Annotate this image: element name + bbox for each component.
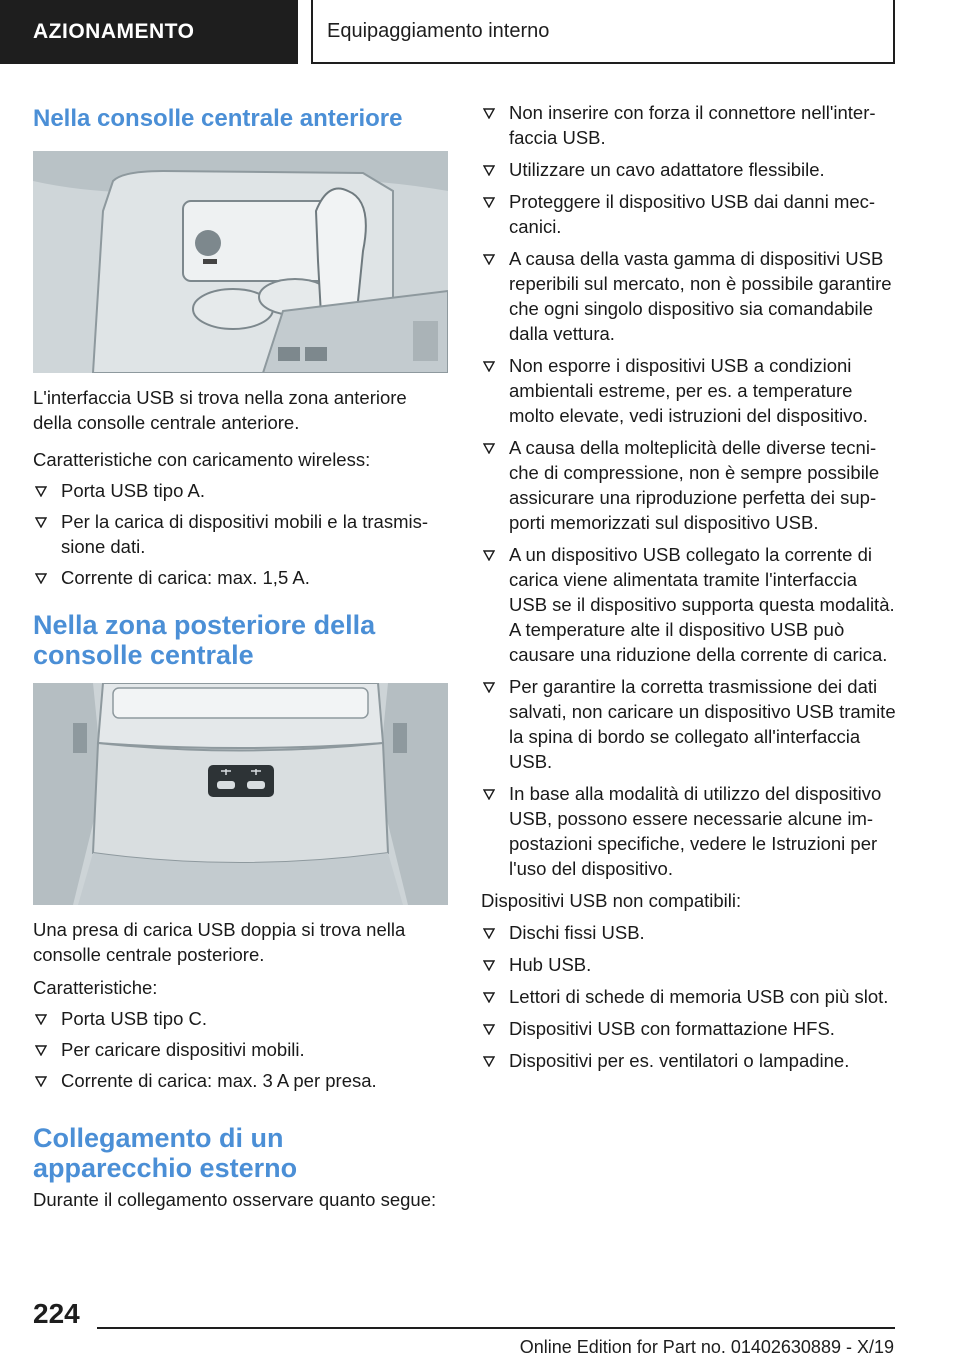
list-item: Proteggere il dispositivo USB dai danni meccanici. bbox=[481, 189, 897, 239]
triangle-bullet-icon bbox=[33, 1068, 49, 1093]
list-item: Corrente di carica: max. 3 A per presa. bbox=[33, 1068, 449, 1093]
triangle-bullet-icon bbox=[33, 509, 49, 534]
triangle-bullet-icon bbox=[481, 1016, 497, 1041]
triangle-bullet-icon bbox=[481, 353, 497, 378]
triangle-bullet-icon bbox=[481, 542, 497, 567]
page-header bbox=[0, 0, 960, 66]
list-item: Non inserire con forza il connettore nell'interfaccia USB. bbox=[481, 100, 897, 150]
list-item: Dischi fissi USB. bbox=[481, 920, 897, 945]
chapter-tab: Equipaggiamento interno bbox=[311, 0, 895, 64]
triangle-bullet-icon bbox=[33, 565, 49, 590]
connection-notes-list bbox=[481, 100, 897, 881]
triangle-bullet-icon bbox=[33, 478, 49, 503]
external-device-heading: Collegamento di un apparecchio esterno bbox=[33, 1123, 298, 1183]
rear-features-intro: Caratteristiche: bbox=[33, 977, 158, 998]
list-item: Non esporre i dispositivi USB a condizioni ambientali estreme, per es. a temperature molto elevate, vedi istruzioni del dispositivo. bbox=[481, 353, 897, 428]
list-item: Corrente di carica: max. 1,5 A. bbox=[33, 565, 449, 590]
triangle-bullet-icon bbox=[481, 1048, 497, 1073]
front-console-illustration bbox=[33, 151, 448, 373]
list-item: Dispositivi USB con formattazione HFS. bbox=[481, 1016, 897, 1041]
page-number: 224 bbox=[33, 1298, 80, 1329]
rear-console-caption: Una presa di carica USB doppia si trova nella consolle centrale posteriore. bbox=[33, 919, 406, 965]
list-item: A causa della molteplicità delle diverse tecniche di compressione, non è sempre possibile assicurare una riproduzione perfetta dei supporti memorizzati sul dispositivo USB. bbox=[481, 435, 897, 535]
triangle-bullet-icon bbox=[481, 157, 497, 182]
right-column bbox=[481, 100, 897, 1073]
triangle-bullet-icon bbox=[481, 189, 497, 214]
list-item: Lettori di schede di memoria USB con più slot. bbox=[481, 984, 897, 1009]
triangle-bullet-icon bbox=[481, 984, 497, 1009]
rear-console-illustration bbox=[33, 683, 448, 905]
rear-console-heading: Nella zona posteriore della consolle centrale bbox=[33, 610, 376, 670]
triangle-bullet-icon bbox=[481, 246, 497, 271]
incompatible-devices-list bbox=[481, 920, 897, 1073]
list-item: Dispositivi per es. ventilatori o lampadine. bbox=[481, 1048, 897, 1073]
footer-divider bbox=[97, 1327, 895, 1329]
list-item: Per garantire la corretta trasmissione dei dati salvati, non caricare un dispositivo USB tramite la spina di bordo se collegato all'interfaccia USB. bbox=[481, 674, 897, 774]
left-column bbox=[33, 100, 449, 1212]
front-console-caption: L'interfaccia USB si trova nella zona anteriore della consolle centrale anteriore. bbox=[33, 387, 407, 433]
front-features-list bbox=[33, 478, 449, 590]
triangle-bullet-icon bbox=[481, 100, 497, 125]
triangle-bullet-icon bbox=[481, 674, 497, 699]
rear-console-image bbox=[33, 683, 448, 905]
triangle-bullet-icon bbox=[33, 1006, 49, 1031]
list-item: A un dispositivo USB collegato la corrente di carica viene alimentata tramite l'interfaccia USB se il dispositivo supporta questa modalità. A temperature alte il dispositivo USB può causare una riduzione della corrente di carica. bbox=[481, 542, 897, 667]
list-item: Per caricare dispositivi mobili. bbox=[33, 1037, 449, 1062]
external-device-text: Durante il collegamento osservare quanto segue: bbox=[33, 1189, 437, 1210]
section-tab: AZIONAMENTO bbox=[0, 0, 298, 64]
list-item: Per la carica di dispositivi mobili e la trasmissione dati. bbox=[33, 509, 449, 559]
front-console-image bbox=[33, 151, 448, 373]
list-item: Hub USB. bbox=[481, 952, 897, 977]
triangle-bullet-icon bbox=[33, 1037, 49, 1062]
incompatible-devices-intro: Dispositivi USB non compatibili: bbox=[481, 890, 742, 911]
triangle-bullet-icon bbox=[481, 435, 497, 460]
triangle-bullet-icon bbox=[481, 781, 497, 806]
triangle-bullet-icon bbox=[481, 920, 497, 945]
list-item: Porta USB tipo A. bbox=[33, 478, 449, 503]
edition-note: Online Edition for Part no. 01402630889 - X/19 bbox=[519, 1337, 894, 1357]
front-features-intro: Caratteristiche con caricamento wireless: bbox=[33, 449, 371, 470]
triangle-bullet-icon bbox=[481, 952, 497, 977]
list-item: A causa della vasta gamma di dispositivi USB reperibili sul mercato, non è possibile garantire che ogni singolo dispositivo sia comandabile dalla vettura. bbox=[481, 246, 897, 346]
rear-features-list bbox=[33, 1006, 449, 1093]
front-console-heading: Nella consolle centrale anteriore bbox=[33, 105, 403, 132]
list-item: In base alla modalità di utilizzo del dispositivo USB, possono essere necessarie alcune impostazioni specifiche, vedere le Istruzioni per l'uso del dispositivo. bbox=[481, 781, 897, 881]
list-item: Utilizzare un cavo adattatore flessibile. bbox=[481, 157, 897, 182]
list-item: Porta USB tipo C. bbox=[33, 1006, 449, 1031]
